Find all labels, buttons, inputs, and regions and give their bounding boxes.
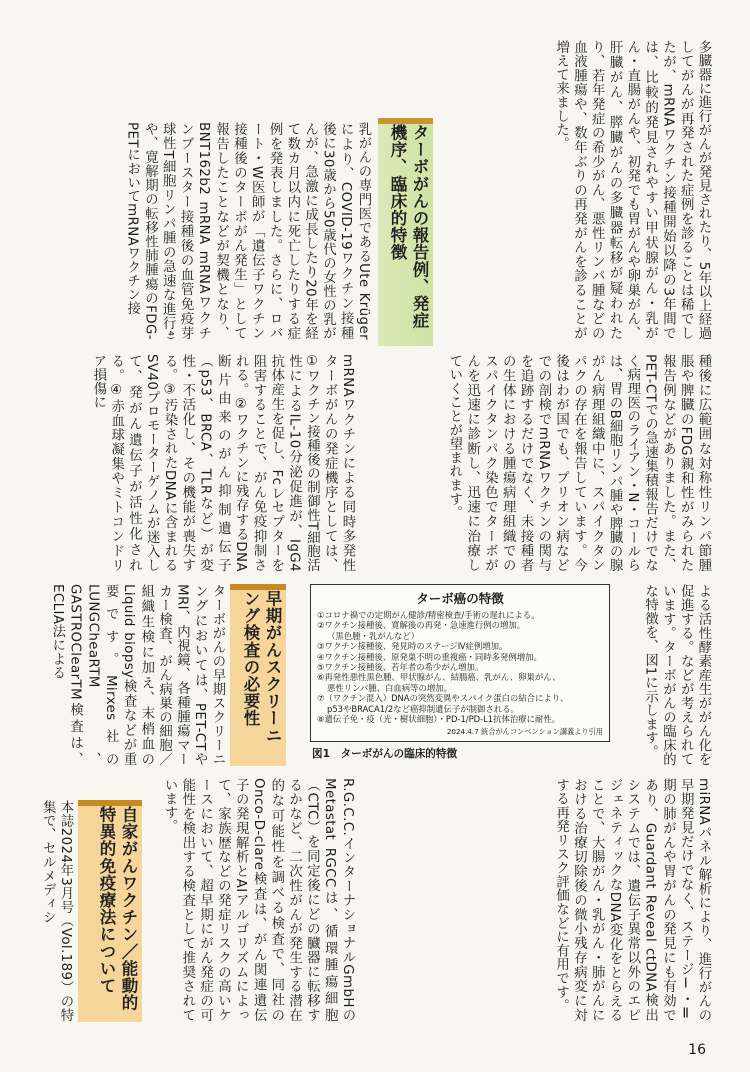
figure-list-item: ④ワクチン接種後、原発巣不明の重複癌・同時多発例増加。	[317, 651, 542, 662]
section-heading	[78, 800, 142, 1022]
figure-list-item: ①コロナ禍での定期がん健診/精密検査/手術の遅れによる。	[317, 610, 540, 620]
figure-list-item: ⑤ワクチン接種後、若年者の希少がん増加。	[317, 662, 484, 673]
heading-accent-bar	[230, 584, 286, 590]
figure-caption: 図1 ターボがんの臨床的特徴	[312, 748, 458, 760]
figure-box	[310, 584, 610, 742]
figure-list-item: ②ワクチン接種後、寛解後の再発・急速進行例の増加。	[317, 620, 526, 631]
heading-text: ターボがんの報告例、発症機序、臨床的特徴	[388, 124, 429, 330]
figure-list-item: ⑥再発性悪性黒色腫、甲状腺がん、結腸癌、乳がん、卵巣がん、	[317, 672, 561, 683]
heading-accent-bar	[378, 118, 433, 124]
page-number: 16	[688, 1042, 706, 1058]
article-text: 多臓器に進行がんが発見されたり、5年以上経過してがんが再発された症例を診ることは稀でしたが、mRNAワクチン接種開始以降の3年間では、比較的発見されやすい甲状腺がん・乳がん・直腸がんや、初発でも胃がんや卵巣がん、肝臓がん、膵臓がんの多臓器転移が疑われたり、若年発症の希少がん、悪性リンパ腫などの血液腫瘍や、数年ぶりの再発がんを診ることが増えて来ました。	[553, 40, 711, 340]
article-text: mRNAワクチンによる同時多発性ターボがんの発症機序としては、①ワクチン接種後の制御性T細胞活性によるIL-10分泌促進が、IgG4抗体産生を促し、Fcレセプターを阻害することで、がん免疫抑制される。②ワクチンに残存するDNA断片由来のがん抑制遺伝子（p53、BRCA、TLRなど）が変性・不活化し、その機能が喪失する。③汚染されたDNAに含まれるSV40プロモーターゲノムが迷入して、発がん遺伝子が活性化される。④赤血球凝集やミトコンドリア損傷に	[90, 354, 355, 572]
article-column	[40, 800, 74, 1022]
heading-text: 早期がんスクリーニング検査の必要性	[241, 590, 282, 744]
article-column	[40, 354, 356, 572]
figure-list-item: p53やBRACA1/2など癌抑制遺伝子が制御される。	[327, 703, 519, 714]
article-text: 本誌2024年3月号（Vol.189）の特集で、セルメディシ	[40, 800, 73, 1022]
article-text: 乳がんの専門医であるUte Krügerにより、COVID-19ワクチン接種後に30歳から50歳代の女性の乳がんが、急激に成長したり20年を経て数カ月以内に死亡したりする症例を発表しました。さらに、ロバート・W医師が「遺伝子ワクチン接種後のターボがん発生」として報告したことなどが契機となり、BNT162b2 mRNA mRNAワクチンブースター接種後の血管免疫芽球性T細胞リンパ腫の急速な進行⁴⁾や、寛解期の転移性肺腫瘍のFDG-PETにおいてmRNAワクチン接	[124, 122, 371, 340]
figure-list-item: ⑧遺伝子免・疫（光・樹状細胞）・PD-1/PD-L1抗体治療に耐性。	[317, 714, 561, 725]
section-heading	[230, 584, 286, 766]
figure-title: ターボ癌の特徴	[416, 591, 504, 606]
article-column	[620, 584, 712, 766]
article-column	[430, 40, 712, 340]
figure-1	[310, 584, 610, 766]
section-heading	[378, 118, 433, 346]
figure-list-item: ⑦（ワクチン混入）DNAの突然変異やスパイク蛋白の結合により、	[317, 693, 569, 704]
article-text: 種後に広範囲な対称性リンパ節腫脹や脾臓のFDG親和性がみられた報告例などがありました。また、PET-CTでの急速集積報告だけでなく病理医のライアン・N・コールらは、胃のB細胞リンパ腫や脾臓の腺がん病理組織中に、スパイクタンパクの存在を報告しています。今後はわが国でも、プリオン病などでの剖検でmRNAワクチンの関与を追跡するだけでなく、未接種者の生体における腫瘍病理組織でのスパイクタンパク染色でターボがんを迅速に診断し、迅速に治療していくことが望まれます。	[446, 354, 711, 572]
article-column	[148, 778, 356, 1022]
article-column	[362, 354, 712, 572]
heading-text: 自家がんワクチン／能動的特異的免疫療法について	[97, 806, 138, 1012]
figure-list-item: ③ワクチン接種後、発見時のステージⅣ症例増加。	[317, 641, 508, 652]
article-text: ターボがんの早期スクリーニングにおいては、PET-CTやMRI、内視鏡、各種腫瘍マーカー検査、がん病巣の細胞／組織生検に加え、末梢血のLiquid biopsy検査などが重要です。Mirxes社のLUNGCheaRTM、GASTROClearTM検査は、ECLIA法による	[49, 584, 225, 766]
article-column	[362, 778, 712, 1022]
article-text: R.G.C.C.インターナショナルGmbHのMetastat RGCCは、循環腫瘍細胞（CTC）を同定後にどの臓器に転移するかなど、二次性がんが発生する潜在的な可能性を調べる検査で、同社のOnco-D-clare検査は、がん関連遺伝子の発現解析とAIアルゴリズムによって、家族歴などの発症リスクの高いケースにおいて、超早期にがん発症の可能性を検出する検査として推奨されています。	[162, 778, 355, 1022]
article-column	[40, 122, 372, 340]
figure-list	[311, 610, 609, 724]
heading-accent-bar	[78, 800, 142, 806]
article-text: miRNAパネル解析により、進行がんの早期発見だけでなく、ステージⅠ・Ⅱ期の肺がんや胃がんの発見にも有効であり、Guardant Reveal ctDNA検出システムでは、遺伝子異常以外のエピジェネティックなDNA変化をとらえることで、大腸がん・乳がん・肺がんにおける治療切除後の微小残存病変に対する再発リスク評価などに有用です。	[553, 778, 711, 1022]
article-column	[40, 584, 226, 766]
figure-credit: 2024.4.7 統合がんコンベンション講義より引用	[446, 727, 603, 736]
article-text: よる活性酵素産生ががん化を促進する。などが考えられています。ターボがんの臨床的な特徴を、図1に示します。	[642, 584, 711, 766]
figure-list-item: （黒色腫・乳がんなど）	[327, 630, 420, 641]
figure-list-item: 悪性リンパ腫、白血病等の増加。	[327, 682, 453, 693]
